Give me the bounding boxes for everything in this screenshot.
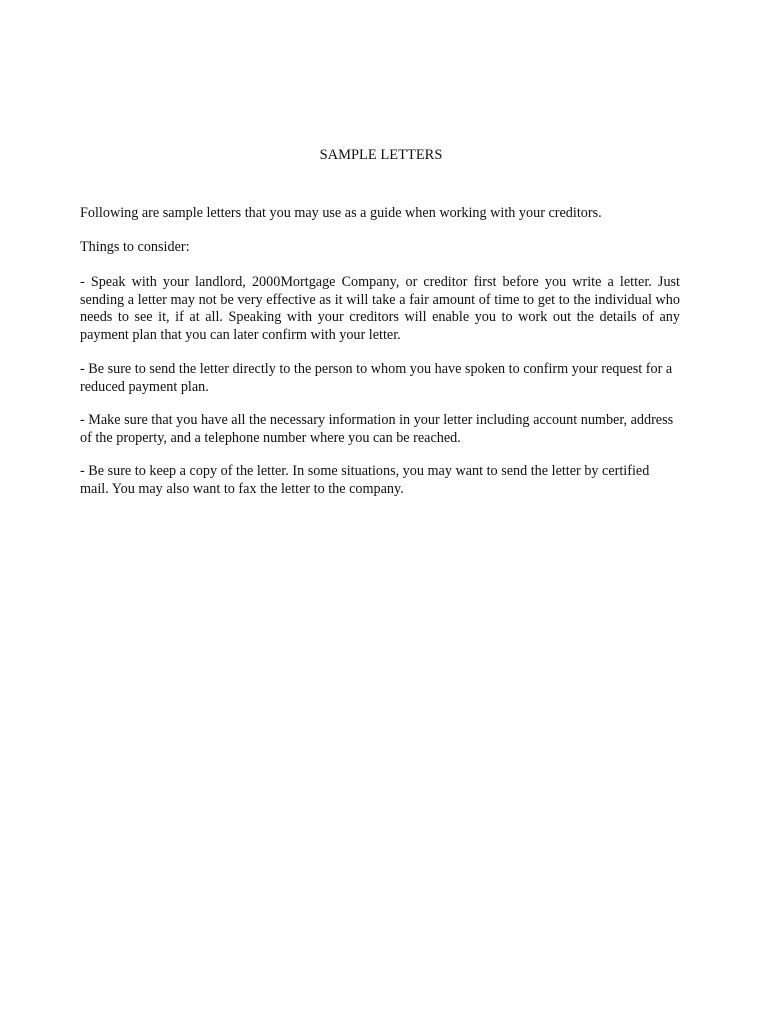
intro-paragraph: Following are sample letters that you may use as a guide when working with your creditors. [80,205,602,221]
point-send-directly: - Be sure to send the letter directly to the person to whom you have spoken to confirm your request for a reduced payment plan. [80,361,673,395]
things-to-consider-heading: Things to consider: [80,239,190,255]
point-speak-with-creditor: - Speak with your landlord, 2000Mortgage Company, or creditor first before you write a letter. Just sending a letter may not be very effective as it will take a fair amount of time to get to the individual who needs to see it, if at all. Speaking with your creditors will enable you to work out the details of any payment plan that you can later confirm with your letter. [80,274,680,343]
point-necessary-information: - Make sure that you have all the necessary information in your letter including account number, address of the property, and a telephone number where you can be reached. [80,412,674,446]
point-keep-copy: - Be sure to keep a copy of the letter. In some situations, you may want to send the letter by certified mail. You may also want to fax the letter to the company. [80,463,650,497]
page-title: SAMPLE LETTERS [319,147,443,163]
